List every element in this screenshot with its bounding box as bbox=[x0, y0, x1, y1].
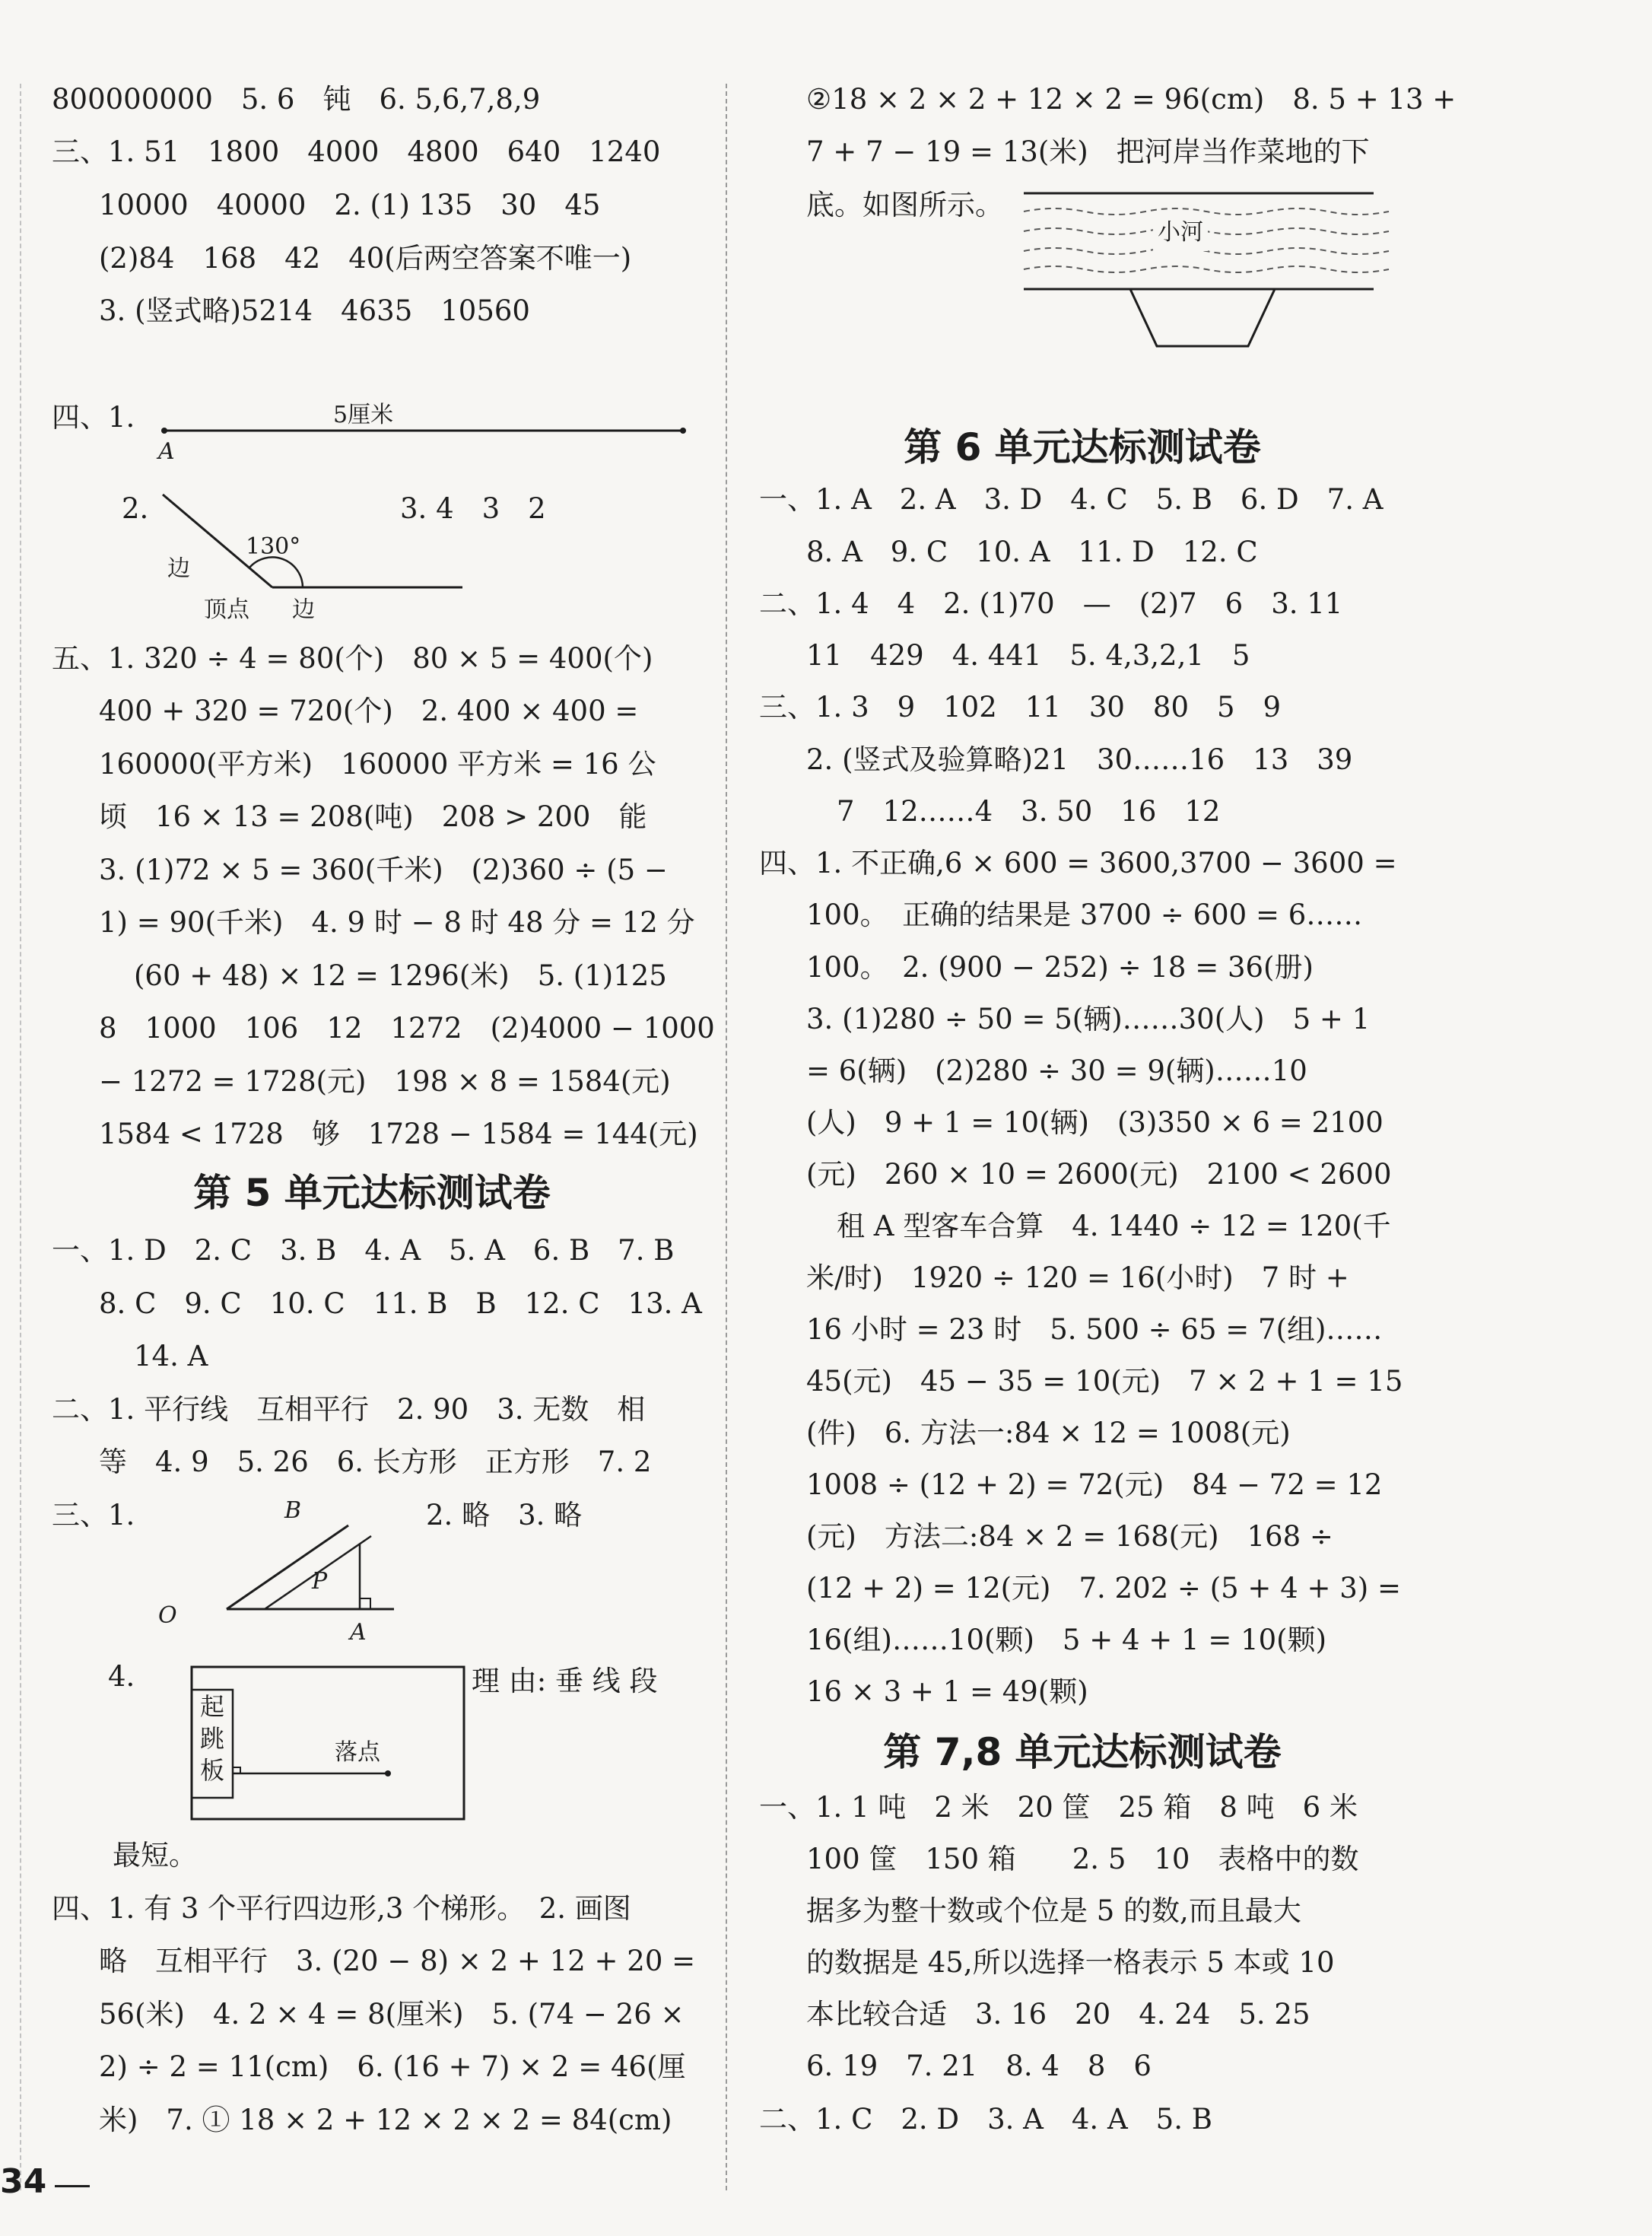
answer-line: 二、1. C 2. D 3. A 4. A 5. B bbox=[759, 2103, 1212, 2136]
answer-line: 1) = 90(千米) 4. 9 时 − 8 时 48 分 = 12 分 bbox=[99, 906, 695, 939]
answer-line: 2) ÷ 2 = 11(cm) 6. (16 + 7) × 2 = 46(厘 bbox=[99, 2050, 686, 2083]
perpendicular-figure bbox=[166, 1503, 440, 1632]
answer-line: 2. (竖式及验算略)21 30……16 13 39 bbox=[806, 743, 1353, 776]
answer-line: 据多为整十数或个位是 5 的数,而且最大 bbox=[806, 1894, 1301, 1927]
answer-line: 三、1. 3 9 102 11 30 80 5 9 bbox=[759, 691, 1282, 724]
section-heading-unit6: 第 6 单元达标测试卷 bbox=[904, 425, 1261, 469]
answer-line: 一、1. D 2. C 3. B 4. A 5. A 6. B 7. B bbox=[52, 1234, 675, 1267]
answer-line: 10000 40000 2. (1) 135 30 45 bbox=[99, 189, 601, 221]
answer-line: 800000000 5. 6 钝 6. 5,6,7,8,9 bbox=[52, 83, 541, 116]
answer-line: 16(组)……10(颗) 5 + 4 + 1 = 10(颗) bbox=[806, 1624, 1327, 1656]
answer-line: 一、1. 1 吨 2 米 20 筐 25 箱 8 吨 6 米 bbox=[759, 1791, 1358, 1824]
answer-line: 16 小时 = 23 时 5. 500 ÷ 65 = 7(组)…… bbox=[806, 1313, 1383, 1346]
answer-line: 2. bbox=[122, 492, 149, 525]
answer-line: 8 1000 106 12 1272 (2)4000 − 1000 bbox=[99, 1012, 715, 1045]
answer-line: 1584 < 1728 够 1728 − 1584 = 144(元) bbox=[99, 1118, 698, 1150]
answer-line: 米) 7. ① 18 × 2 + 12 × 2 × 2 = 84(cm) bbox=[99, 2104, 672, 2136]
answer-line: 3. (1)72 × 5 = 360(千米) (2)360 ÷ (5 − bbox=[99, 854, 668, 886]
segment-length-label: 5厘米 bbox=[333, 402, 394, 428]
answer-line: 三、1. 51 1800 4000 4800 640 1240 bbox=[52, 135, 661, 168]
answer-line: 3. 4 3 2 bbox=[400, 492, 546, 525]
answer-line: 8. A 9. C 10. A 11. D 12. C bbox=[806, 536, 1258, 568]
answer-line: ②18 × 2 × 2 + 12 × 2 = 96(cm) 8. 5 + 13 + bbox=[806, 83, 1457, 116]
answer-line: 3. (1)280 ÷ 50 = 5(辆)……30(人) 5 + 1 bbox=[806, 1003, 1371, 1035]
answer-line: (60 + 48) × 12 = 1296(米) 5. (1)125 bbox=[134, 959, 667, 992]
answer-line: 6. 19 7. 21 8. 4 8 6 bbox=[806, 2050, 1152, 2082]
landing-point-label: 落点 bbox=[335, 1739, 380, 1766]
answer-line: 理 由: 垂 线 段 bbox=[472, 1665, 658, 1697]
answer-line: 4. bbox=[108, 1660, 135, 1693]
answer-line: 四、1. 不正确,6 × 600 = 3600,3700 − 3600 = bbox=[759, 847, 1397, 879]
answer-line: (2)84 168 42 40(后两空答案不唯一) bbox=[99, 242, 632, 275]
column-divider bbox=[726, 84, 727, 2190]
page-number: 34 bbox=[0, 2162, 47, 2201]
vertex-label: 顶点 bbox=[204, 596, 249, 623]
answer-line: (人) 9 + 1 = 10(辆) (3)350 × 6 = 2100 bbox=[806, 1106, 1384, 1139]
left-margin-line bbox=[20, 84, 21, 2190]
long-jump-figure bbox=[137, 1662, 472, 1826]
answer-line: (元) 260 × 10 = 2600(元) 2100 < 2600 bbox=[806, 1158, 1392, 1191]
answer-line: 的数据是 45,所以选择一格表示 5 本或 10 bbox=[806, 1946, 1335, 1979]
answer-line: 1008 ÷ (12 + 2) = 72(元) 84 − 72 = 12 bbox=[806, 1468, 1383, 1501]
answer-line: (元) 方法二:84 × 2 = 168(元) 168 ÷ bbox=[806, 1520, 1333, 1553]
answer-line: 四、1. 有 3 个平行四边形,3 个梯形。 2. 画图 bbox=[52, 1892, 631, 1925]
answer-line: 米/时) 1920 ÷ 120 = 16(小时) 7 时 + bbox=[806, 1261, 1349, 1294]
answer-line: 14. A bbox=[134, 1340, 208, 1372]
point-label: A bbox=[158, 438, 175, 465]
section-heading-unit5: 第 5 单元达标测试卷 bbox=[193, 1171, 551, 1215]
answer-line: 略 互相平行 3. (20 − 8) × 2 + 12 + 20 = bbox=[99, 1945, 696, 1977]
answer-line: (12 + 2) = 12(元) 7. 202 ÷ (5 + 4 + 3) = bbox=[806, 1572, 1402, 1605]
river-label: 小河 bbox=[1153, 215, 1208, 251]
answer-line: 租 A 型客车合算 4. 1440 ÷ 12 = 120(千 bbox=[837, 1210, 1391, 1242]
answer-line: 二、1. 4 4 2. (1)70 — (2)7 6 3. 11 bbox=[759, 587, 1343, 620]
page-number-dash bbox=[55, 2185, 90, 2187]
answer-line: 3. (竖式略)5214 4635 10560 bbox=[99, 294, 530, 327]
answer-line: 16 × 3 + 1 = 49(颗) bbox=[806, 1675, 1088, 1708]
answer-line: 等 4. 9 5. 26 6. 长方形 正方形 7. 2 bbox=[99, 1446, 652, 1478]
answer-line: 100。 正确的结果是 3700 ÷ 600 = 6…… bbox=[806, 899, 1363, 931]
answer-line: − 1272 = 1728(元) 198 × 8 = 1584(元) bbox=[99, 1065, 671, 1098]
point-a-label: A bbox=[350, 1619, 367, 1646]
answer-line: 顷 16 × 13 = 208(吨) 208 > 200 能 bbox=[99, 800, 647, 833]
answer-line: 56(米) 4. 2 × 4 = 8(厘米) 5. (74 − 26 × bbox=[99, 1998, 685, 2031]
side-label: 边 bbox=[292, 596, 315, 623]
takeoff-board-label: 起跳板 bbox=[199, 1692, 224, 1785]
answer-line: 一、1. A 2. A 3. D 4. C 5. B 6. D 7. A bbox=[759, 483, 1384, 516]
answer-line: 7 12……4 3. 50 16 12 bbox=[837, 795, 1221, 828]
answer-line: 100。 2. (900 − 252) ÷ 18 = 36(册) bbox=[806, 951, 1314, 984]
river-figure bbox=[1024, 183, 1381, 354]
answer-line: 8. C 9. C 10. C 11. B B 12. C 13. A bbox=[99, 1287, 702, 1320]
answer-line: 11 429 4. 441 5. 4,3,2,1 5 bbox=[806, 639, 1250, 672]
answer-line: (件) 6. 方法一:84 × 12 = 1008(元) bbox=[806, 1417, 1291, 1449]
point-p-label: P bbox=[312, 1568, 328, 1595]
answer-line: 二、1. 平行线 互相平行 2. 90 3. 无数 相 bbox=[52, 1393, 646, 1426]
answer-line: 100 筐 150 箱 2. 5 10 表格中的数 bbox=[806, 1843, 1359, 1875]
answer-line: 45(元) 45 − 35 = 10(元) 7 × 2 + 1 = 15 bbox=[806, 1365, 1403, 1398]
answer-line: 最短。 bbox=[113, 1839, 197, 1872]
answer-line: 160000(平方米) 160000 平方米 = 16 公 bbox=[99, 748, 656, 781]
answer-line: 2. 略 3. 略 bbox=[426, 1499, 583, 1531]
point-b-label: B bbox=[284, 1497, 302, 1524]
answer-line: = 6(辆) (2)280 ÷ 30 = 9(辆)……10 bbox=[806, 1054, 1307, 1087]
section-heading-unit78: 第 7,8 单元达标测试卷 bbox=[883, 1730, 1282, 1774]
angle-label: 130° bbox=[246, 533, 301, 560]
answer-line: 五、1. 320 ÷ 4 = 80(个) 80 × 5 = 400(个) bbox=[52, 642, 653, 675]
answer-line: 7 + 7 − 19 = 13(米) 把河岸当作菜地的下 bbox=[806, 135, 1370, 168]
answer-line: 400 + 320 = 720(个) 2. 400 × 400 = bbox=[99, 695, 639, 727]
segment-figure bbox=[158, 396, 706, 464]
answer-line: 本比较合适 3. 16 20 4. 24 5. 25 bbox=[806, 1998, 1310, 2031]
answer-line: 四、1. bbox=[52, 401, 135, 434]
side-label: 边 bbox=[167, 555, 190, 582]
answer-line: 底。如图所示。 bbox=[806, 189, 1003, 221]
point-o-label: O bbox=[158, 1602, 177, 1629]
answer-line: 三、1. bbox=[52, 1499, 135, 1531]
